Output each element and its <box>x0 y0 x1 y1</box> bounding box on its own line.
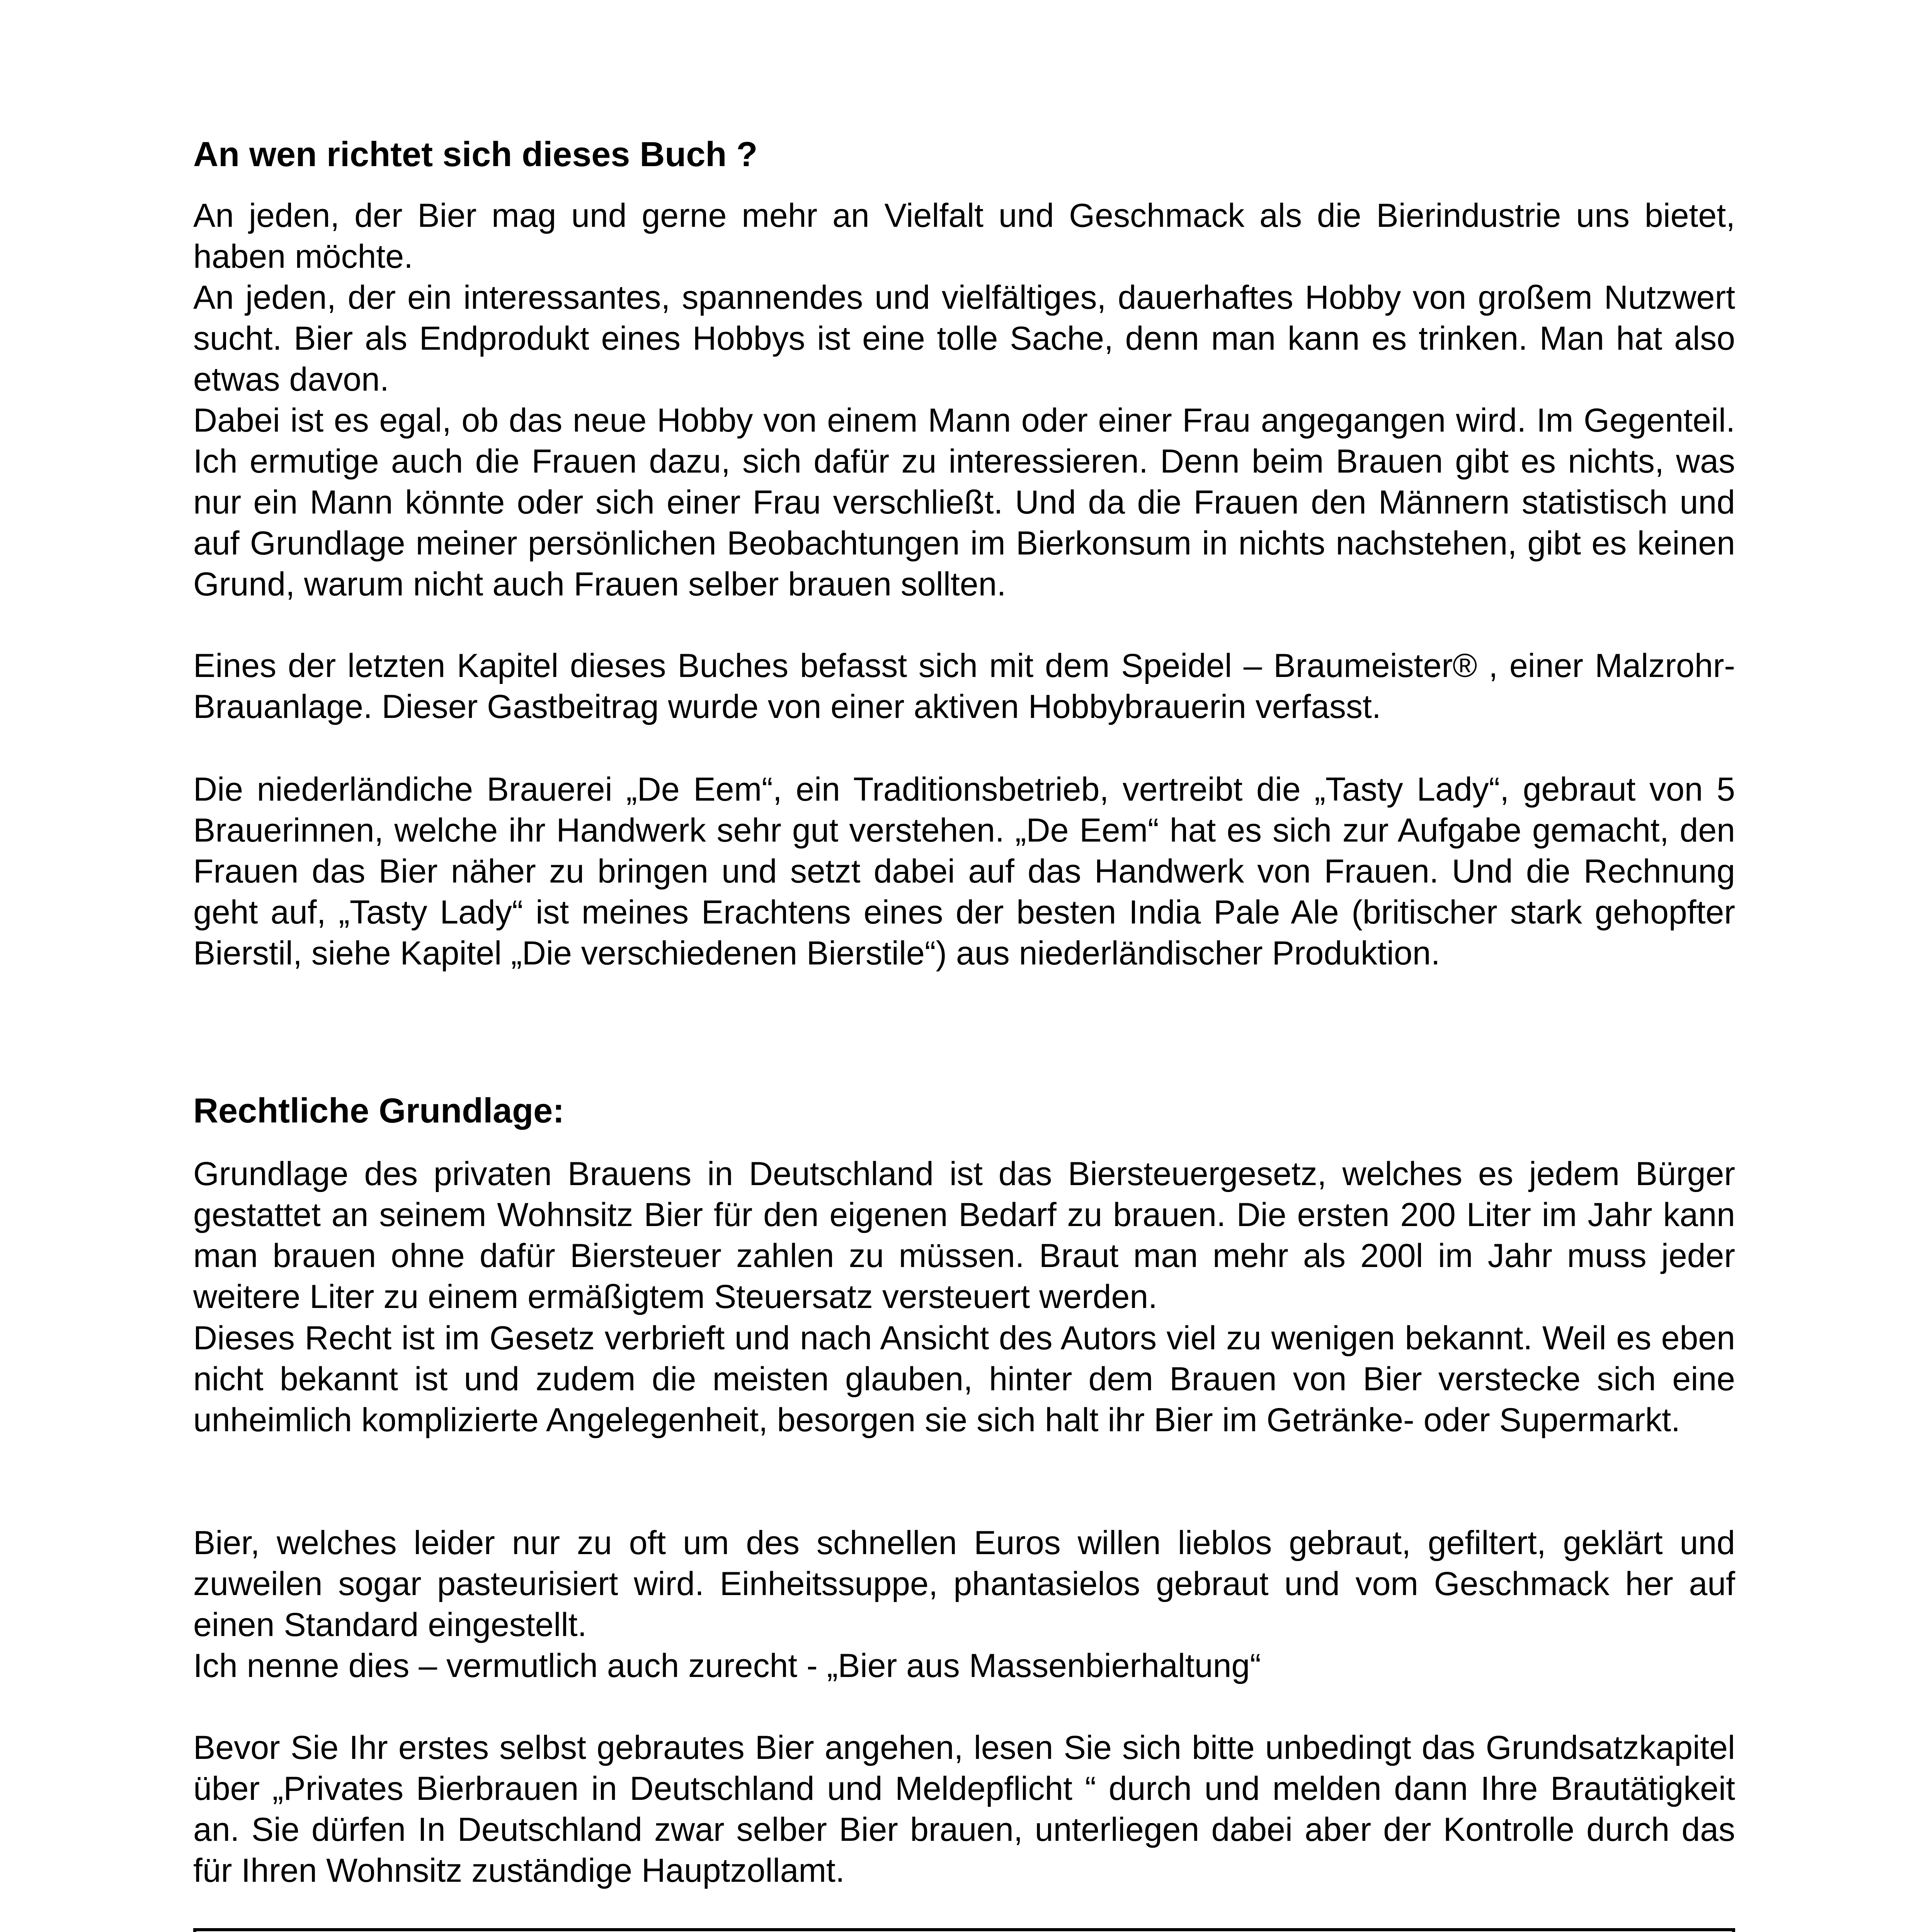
paragraph-audience-2: An jeden, der ein interessantes, spannendes und vielfältiges, dauerhaftes Hobby von großem Nutzwert sucht. Bier als Endprodukt eines Hobbys ist eine tolle Sache, denn man kann es trinken. Man hat also etwas davon. <box>193 279 1735 398</box>
paragraph-audience-1: An jeden, der Bier mag und gerne mehr an Vielfalt und Geschmack als die Bierindustrie uns bietet, haben möchte. <box>193 197 1735 275</box>
paragraph-legal-5: Bevor Sie Ihr erstes selbst gebrautes Bier angehen, lesen Sie sich bitte unbedingt das Grundsatzkapitel über „Privates Bierbrauen in Deutschland und Meldepflicht “ durch und melden dann Ihre Brautätigkeit an. Sie dürfen In Deutschland zwar selber Bier brauen, unterliegen dabei aber der Kontrolle durch das für Ihren Wohnsitz zuständige Hauptzollamt. <box>193 1729 1735 1889</box>
paragraph-legal-2: Dieses Recht ist im Gesetz verbrieft und nach Ansicht des Autors viel zu wenigen bekannt. Weil es eben nicht bekannt ist und zudem die meisten glauben, hinter dem Brauen von Bier verstecke sich eine unheimlich komplizierte Angelegenheit, besorgen sie sich halt ihr Bier im Getränke- oder Supermarkt. <box>193 1320 1735 1439</box>
paragraph-audience-4: Eines der letzten Kapitel dieses Buches befasst sich mit dem Speidel – Braumeister® , einer Malzrohr-Brauanlage. Dieser Gastbeitrag wurde von einer aktiven Hobbybrauerin verfasst. <box>193 647 1735 725</box>
paragraph-audience-3: Dabei ist es egal, ob das neue Hobby von einem Mann oder einer Frau angegangen wird. Im Gegenteil. Ich ermutige auch die Frauen dazu, sich dafür zu interessieren. Denn beim Brauen gibt es nichts, was nur ein Mann könnte oder sich einer Frau verschließt. Und da die Frauen den Männern statistisch und auf Grundlage meiner persönlichen Beobachtungen im Bierkonsum in nichts nachstehen, gibt es keinen Grund, warum nicht auch Frauen selber brauen sollten. <box>193 402 1735 603</box>
document-page <box>193 0 1735 1932</box>
paragraph-audience-5: Die niederländiche Brauerei „De Eem“, ein Traditionsbetrieb, vertreibt die „Tasty Lady“, gebraut von 5 Brauerinnen, welche ihr Handwerk sehr gut verstehen. „De Eem“ hat es sich zur Aufgabe gemacht, den Frauen das Bier näher zu bringen und setzt dabei auf das Handwerk von Frauen. Und die Rechnung geht auf, „Tasty Lady“ ist meines Erachtens eines der besten India Pale Ale (britischer stark gehopfter Bierstil, siehe Kapitel „Die verschiedenen Bierstile“) aus niederländischer Produktion. <box>193 771 1735 972</box>
paragraph-legal-3: Bier, welches leider nur zu oft um des schnellen Euros willen lieblos gebraut, gefiltert, geklärt und zuweilen sogar pasteurisiert wird. Einheitssuppe, phantasielos gebraut und vom Geschmack her auf einen Standard eingestellt. <box>193 1524 1735 1643</box>
section-heading-audience: An wen richtet sich dieses Buch ? <box>193 135 758 174</box>
notice-box <box>193 1928 1735 1932</box>
paragraph-legal-4: Ich nenne dies – vermutlich auch zurecht - „Bier aus Massenbierhaltung“ <box>193 1647 1261 1684</box>
paragraph-legal-1: Grundlage des privaten Brauens in Deutschland ist das Biersteuergesetz, welches es jedem Bürger gestattet an seinem Wohnsitz Bier für den eigenen Bedarf zu brauen. Die ersten 200 Liter im Jahr kann man brauen ohne dafür Biersteuer zahlen zu müssen. Braut man mehr als 200l im Jahr muss jeder weitere Liter zu einem ermäßigtem Steuersatz versteuert werden. <box>193 1155 1735 1315</box>
section-heading-legal: Rechtliche Grundlage: <box>193 1092 565 1130</box>
